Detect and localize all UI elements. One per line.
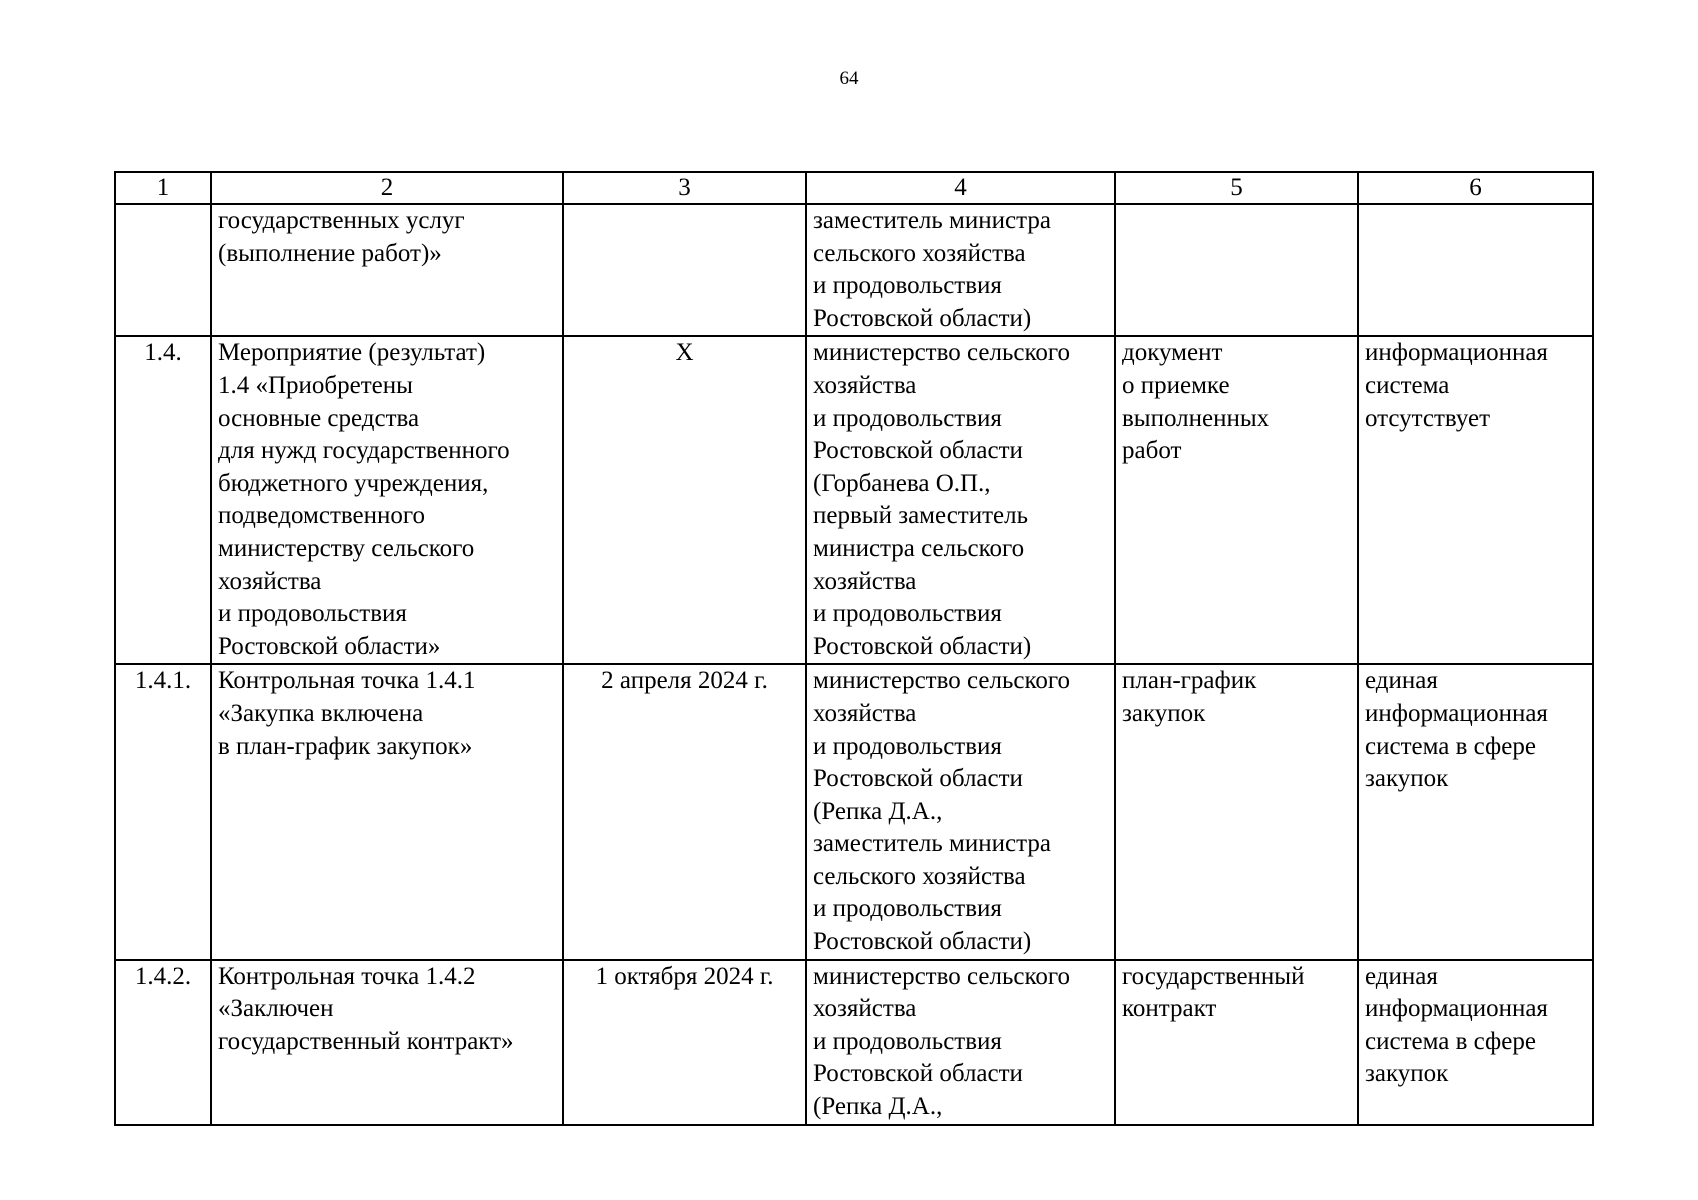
- column-header: 3: [563, 172, 806, 204]
- event-name-cell: Контрольная точка 1.4.2 «Заключен государственный контракт»: [211, 960, 563, 1125]
- information-system-cell: [1358, 204, 1593, 336]
- table-row: [115, 336, 1593, 664]
- row-number-cell: 1.4.1.: [115, 664, 211, 959]
- table-header-row: [115, 172, 1593, 204]
- deadline-cell: 2 апреля 2024 г.: [563, 664, 806, 959]
- responsible-cell: министерство сельского хозяйства и продовольствия Ростовской области (Репка Д.А., заместитель министра сельского хозяйства и продовольствия Ростовской области): [806, 664, 1115, 959]
- deadline-cell: [563, 204, 806, 336]
- event-name-cell: Мероприятие (результат) 1.4 «Приобретены основные средства для нужд государственного бюджетного учреждения, подведомственного министерству сельского хозяйства и продовольствия Ростовской области»: [211, 336, 563, 664]
- table-row: [115, 960, 1593, 1125]
- row-number-cell: 1.4.: [115, 336, 211, 664]
- column-header: 5: [1115, 172, 1358, 204]
- document-cell: [1115, 204, 1358, 336]
- event-name-cell: государственных услуг (выполнение работ)»: [211, 204, 563, 336]
- document-cell: план-график закупок: [1115, 664, 1358, 959]
- table-row: [115, 664, 1593, 959]
- document-cell: государственный контракт: [1115, 960, 1358, 1125]
- information-system-cell: единая информационная система в сфере закупок: [1358, 664, 1593, 959]
- responsible-cell: министерство сельского хозяйства и продовольствия Ростовской области (Репка Д.А.,: [806, 960, 1115, 1125]
- deadline-cell: 1 октября 2024 г.: [563, 960, 806, 1125]
- column-header: 1: [115, 172, 211, 204]
- row-number-cell: [115, 204, 211, 336]
- responsible-cell: заместитель министра сельского хозяйства и продовольствия Ростовской области): [806, 204, 1115, 336]
- responsible-cell: министерство сельского хозяйства и продовольствия Ростовской области (Горбанева О.П., первый заместитель министра сельского хозяйства и продовольствия Ростовской области): [806, 336, 1115, 664]
- table-row: [115, 204, 1593, 336]
- column-header: 2: [211, 172, 563, 204]
- row-number-cell: 1.4.2.: [115, 960, 211, 1125]
- document-cell: документ о приемке выполненных работ: [1115, 336, 1358, 664]
- information-system-cell: информационная система отсутствует: [1358, 336, 1593, 664]
- plan-table: [114, 171, 1594, 1126]
- event-name-cell: Контрольная точка 1.4.1 «Закупка включена в план-график закупок»: [211, 664, 563, 959]
- information-system-cell: единая информационная система в сфере закупок: [1358, 960, 1593, 1125]
- column-header: 4: [806, 172, 1115, 204]
- deadline-cell: Х: [563, 336, 806, 664]
- page-number: 64: [839, 68, 859, 89]
- column-header: 6: [1358, 172, 1593, 204]
